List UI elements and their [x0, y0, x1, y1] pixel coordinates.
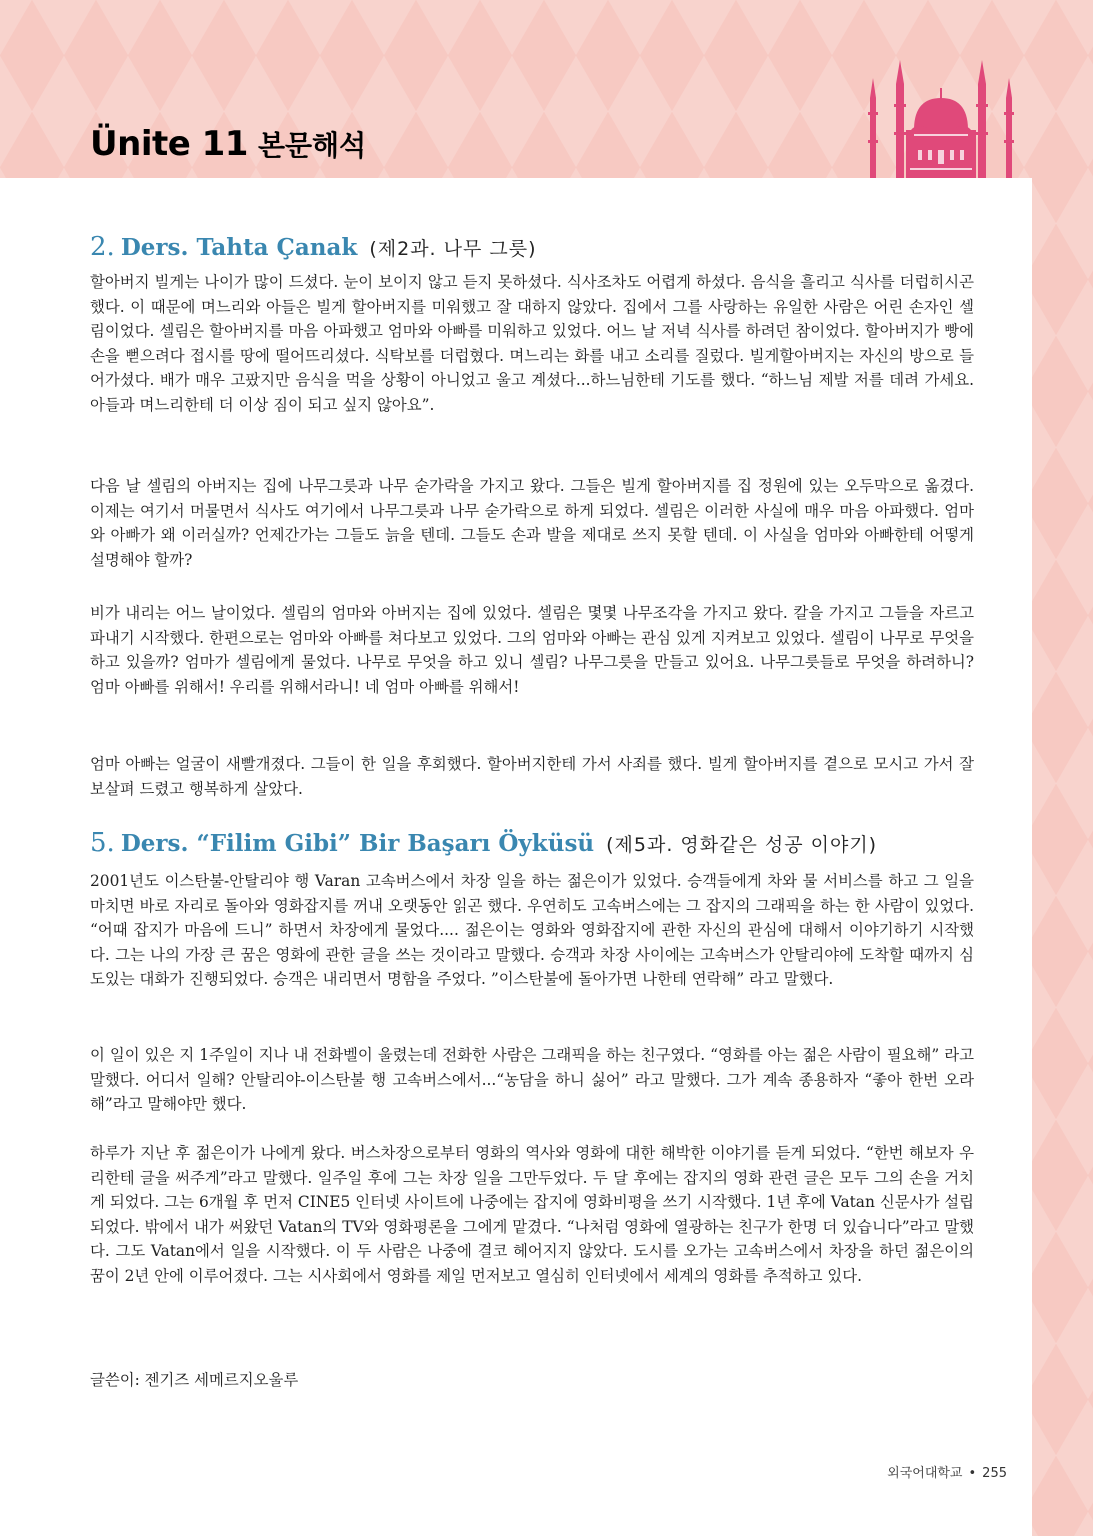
section-number: 2.	[90, 232, 115, 262]
section-5-title	[90, 828, 877, 858]
section-subtitle-ko: (제5과. 영화같은 성공 이야기)	[606, 834, 878, 856]
section-subtitle-ko: (제2과. 나무 그릇)	[369, 238, 537, 260]
section-5-paragraph-3: 하루가 지난 후 젊은이가 나에게 왔다. 버스차장으로부터 영화의 역사와 영화에 대한 해박한 이야기를 듣게 되었다. “한번 해보자 우리한테 글을 써주게”라고 말했다. 일주일 후에 그는 차장 일을 그만두었다. 두 달 후에는 잡지의 영화 관련 글은 모두 그의 손을 거치게 되었다. 그는 6개월 후 먼저 CINE5 인터넷 사이트에 나중에는 잡지에 영화비평을 쓰기 시작했다. 1년 후에 Vatan 신문사가 설립되었다. 밖에서 내가 써왔던 Vatan의 TV와 영화평론을 그에게 맡겼다. “나처럼 영화에 열광하는 친구가 한명 더 있습니다”라고 말했다. 그도 Vatan에서 일을 시작했다. 이 두 사람은 나중에 결코 헤어지지 않았다. 도시를 오가는 고속버스에서 차장을 하던 젊은이의 꿈이 2년 안에 이루어졌다. 그는 시사회에서 영화를 제일 먼저보고 열심히 인터넷에서 세계의 영화를 추적하고 있다.	[90, 1144, 974, 1285]
unit-title	[90, 124, 366, 164]
footer-school: 외국어대학교	[887, 1466, 963, 1481]
section-2-paragraph-4: 엄마 아빠는 얼굴이 새빨개졌다. 그들이 한 일을 후회했다. 할아버지한테 가서 사죄를 했다. 빌게 할아버지를 곁으로 모시고 가서 잘 보살펴 드렸고 행복하게 살았다.	[90, 755, 974, 798]
section-5-paragraph-2: 이 일이 있은 지 1주일이 지나 내 전화벨이 울렸는데 전화한 사람은 그래픽을 하는 친구였다. “영화를 아는 젊은 사람이 필요해” 라고 말했다. 어디서 일해? 안탈리야-이스탄불 행 고속버스에서...“농담을 하니 싫어” 라고 말했다. 그가 계속 종용하자 “좋아 한번 오라 해”라고 말해야만 했다.	[90, 1046, 974, 1114]
page-number: 255	[982, 1466, 1007, 1481]
unit-subtitle: 본문해석	[257, 129, 367, 162]
section-2-title	[90, 232, 537, 262]
section-5-paragraph-1: 2001년도 이스탄불-안탈리야 행 Varan 고속버스에서 차장 일을 하는 젊은이가 있었다. 승객들에게 차와 물 서비스를 하고 그 일을 마치면 바로 자리로 돌아와 영화잡지를 꺼내 오랫동안 읽곤 했다. 우연히도 고속버스에는 그 잡지의 그래픽을 하는 한 사람이 있었다. “어때 잡지가 마음에 드니” 하면서 차장에게 물었다.... 젊은이는 영화와 영화잡지에 관한 자신의 관심에 대해서 이야기하기 시작했다. 그는 나의 가장 큰 꿈은 영화에 관한 글을 쓰는 것이라고 말했다. 승객과 차장 사이에는 고속버스가 안탈리야에 도착할 때까지 심도있는 대화가 진행되었다. 승객은 내리면서 명함을 주었다. ”이스탄불에 돌아가면 나한테 연락해” 라고 말했다.	[90, 872, 974, 989]
section-2-paragraph-1: 할아버지 빌게는 나이가 많이 드셨다. 눈이 보이지 않고 듣지 못하셨다. 식사조차도 어렵게 하셨다. 음식을 흘리고 식사를 더럽히시곤 했다. 이 때문에 며느리와 아들은 빌게 할아버지를 미워했고 잘 대하지 않았다. 집에서 그를 사랑하는 유일한 사람은 어린 손자인 셀림이었다. 셀림은 할아버지를 마음 아파했고 엄마와 아빠를 미워하고 있었다. 어느 날 저녁 식사를 하려던 참이었다. 할아버지가 빵에 손을 뻗으려다 접시를 땅에 떨어뜨리셨다. 식탁보를 더럽혔다. 며느리는 화를 내고 소리를 질렀다. 빌게할아버지는 자신의 방으로 들어가셨다. 배가 매우 고팠지만 음식을 먹을 상황이 아니었고 울고 계셨다...하느님한테 기도를 했다. “하느님 제발 저를 데려 가세요. 아들과 며느리한테 더 이상 짐이 되고 싶지 않아요”.	[90, 273, 974, 414]
footer-separator: •	[968, 1466, 977, 1481]
mosque-icon	[862, 60, 1020, 178]
section-title-text: Ders. Tahta Çanak	[120, 234, 358, 261]
section-2-paragraph-3: 비가 내리는 어느 날이었다. 셀림의 엄마와 아버지는 집에 있었다. 셀림은 몇몇 나무조각을 가지고 왔다. 칼을 가지고 그들을 자르고 파내기 시작했다. 한편으로는 엄마와 아빠를 쳐다보고 있었다. 그의 엄마와 아빠는 관심 있게 지켜보고 있었다. 셀림이 나무로 무엇을 하고 있을까? 엄마가 셀림에게 물었다. 나무로 무엇을 하고 있니 셀림? 나무그릇을 만들고 있어요. 나무그릇들로 무엇을 하려하니? 엄마 아빠를 위해서! 우리를 위해서라니! 네 엄마 아빠를 위해서!	[90, 604, 974, 696]
section-number: 5.	[90, 828, 115, 858]
page-footer	[887, 1462, 1007, 1481]
author-line: 글쓴이: 젠기즈 세메르지오울루	[90, 1371, 299, 1389]
page-header	[0, 0, 1093, 178]
section-title-text: Ders. “Filim Gibi” Bir Başarı Öyküsü	[120, 830, 595, 857]
unit-label: Ünite 11	[90, 124, 248, 164]
section-2-paragraph-2: 다음 날 셀림의 아버지는 집에 나무그릇과 나무 숟가락을 가지고 왔다. 그들은 빌게 할아버지를 집 정원에 있는 오두막으로 옮겼다. 이제는 여기서 머물면서 식사도 여기에서 나무그릇과 나무 숟가락으로 하게 되었다. 셀림은 이러한 사실에 매우 마음 아파했다. 엄마와 아빠가 왜 이러실까? 언제간가는 그들도 늙을 텐데. 그들도 손과 발을 제대로 쓰지 못할 텐데. 이 사실을 엄마와 아빠한테 어떻게 설명해야 할까?	[90, 477, 974, 569]
